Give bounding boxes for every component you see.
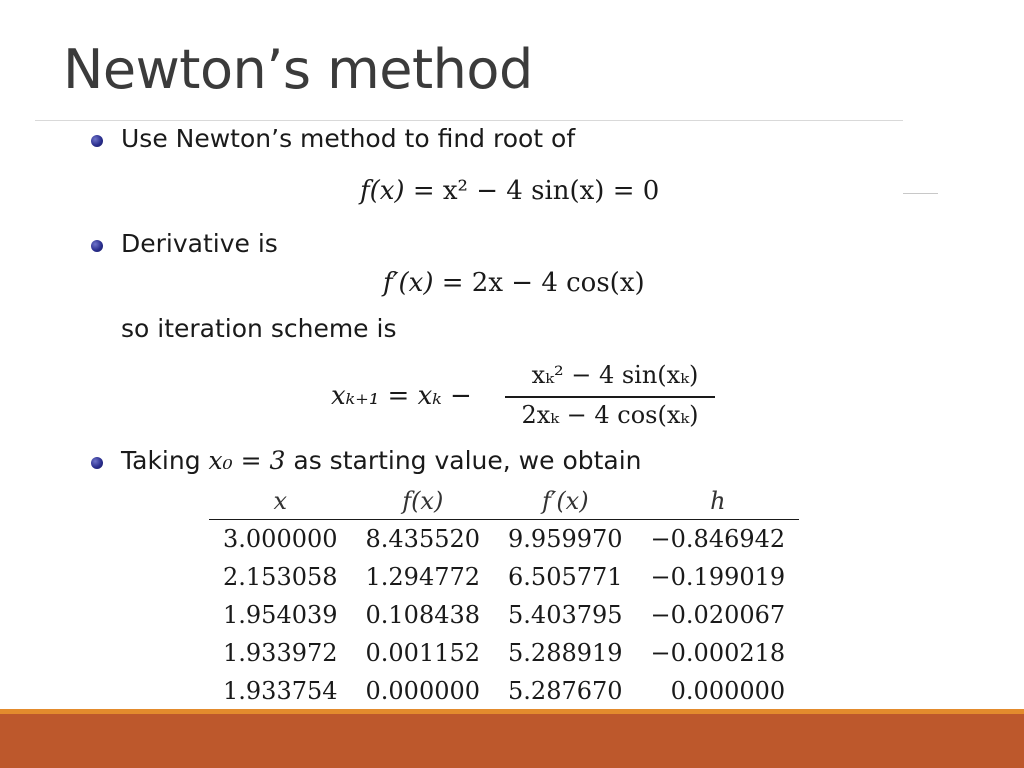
iteration-denominator: 2xₖ − 4 cos(xₖ) (521, 401, 699, 429)
equation-f-rhs: = x² − 4 sin(x) = 0 (404, 176, 660, 206)
bullet-3-text-before: Taking (121, 446, 201, 475)
equation-fprime-lhs: f′(x) (383, 268, 434, 298)
table-cell: 5.288919 (508, 639, 623, 667)
table-cell: 5.403795 (508, 601, 623, 629)
table-cell: 0.108438 (365, 601, 481, 629)
iteration-table (209, 483, 799, 710)
table-cell: 1.294772 (365, 563, 481, 591)
bullet-dot-2 (91, 240, 103, 252)
side-dash-line (903, 193, 938, 194)
table-row (209, 558, 799, 596)
table-cell: 1.933754 (223, 677, 338, 705)
equation-f-lhs: f(x) (360, 176, 405, 206)
bullet-dot-1 (91, 135, 103, 147)
scheme-text: so iteration scheme is (121, 314, 397, 343)
table-cell: 6.505771 (508, 563, 623, 591)
table-cell: −0.000218 (650, 639, 786, 667)
iteration-fraction-bar (505, 396, 715, 398)
table-cell: −0.199019 (650, 563, 786, 591)
table-row (209, 672, 799, 710)
equation-fprime-rhs: = 2x − 4 cos(x) (433, 268, 645, 298)
equation-f (360, 176, 659, 206)
table-cell: −0.020067 (650, 601, 786, 629)
table-cell: −0.846942 (650, 525, 786, 553)
table-cell: 1.933972 (223, 639, 338, 667)
table-header-h: h (637, 483, 800, 520)
table-header-fx: f(x) (352, 483, 495, 520)
bullet-3-text-after: as starting value, we obtain (293, 446, 642, 475)
equation-fprime (383, 268, 645, 298)
iteration-numerator: xₖ² − 4 sin(xₖ) (531, 361, 699, 389)
iteration-lhs: xₖ₊₁ = xₖ − (331, 381, 472, 411)
table-header-fprime: f′(x) (494, 483, 637, 520)
table-row (209, 520, 799, 559)
slide-content (35, 121, 903, 712)
bullet-dot-3 (91, 457, 103, 469)
table-cell: 9.959970 (508, 525, 623, 553)
table-cell: 0.001152 (365, 639, 481, 667)
table-cell: 0.000000 (365, 677, 481, 705)
bullet-3-text (121, 446, 642, 475)
table-header-x: x (209, 483, 352, 520)
bullet-2-text: Derivative is (121, 229, 278, 258)
equation-x0: x₀ = 3 (208, 446, 286, 475)
slide-title: Newton’s method (63, 38, 533, 101)
table-cell: 8.435520 (365, 525, 481, 553)
table-header-row (209, 483, 799, 520)
table-cell: 2.153058 (223, 563, 338, 591)
bullet-1-text: Use Newton’s method to find root of (121, 124, 576, 153)
table-cell: 3.000000 (223, 525, 338, 553)
table-cell: 5.287670 (508, 677, 623, 705)
footer-band (0, 714, 1024, 768)
table-row (209, 596, 799, 634)
table-cell: 1.954039 (223, 601, 338, 629)
table-row (209, 634, 799, 672)
table-cell: 0.000000 (670, 677, 786, 705)
